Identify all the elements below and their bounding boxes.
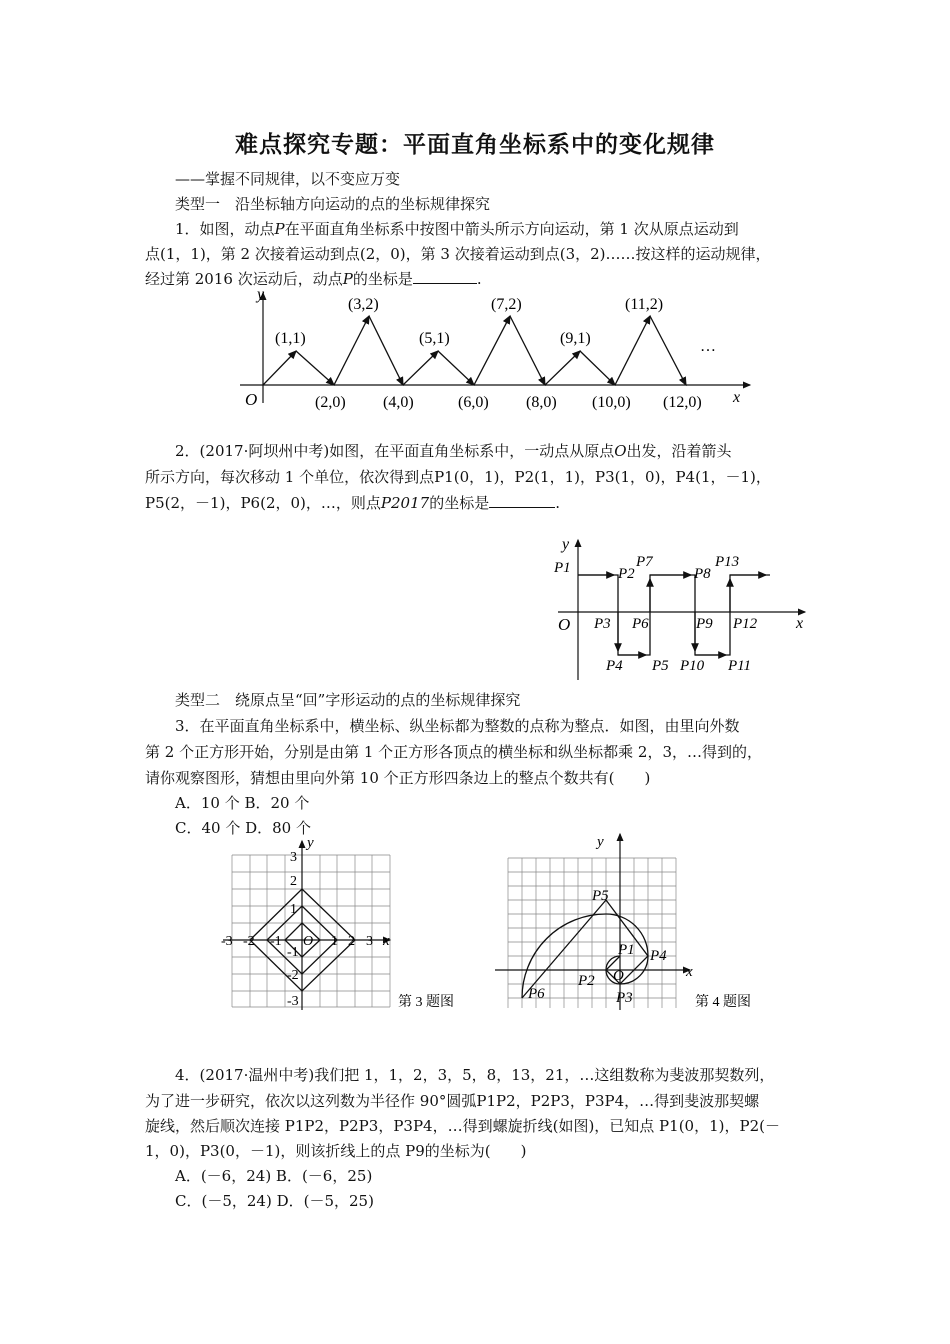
peak-label: (3,2) [348,296,379,313]
move-arrow [438,351,474,385]
q3-line1: 3．在平面直角坐标系中，横坐标、纵坐标都为整数的点称为整点．如图，由里向外数 [175,717,740,735]
bottom-label: (12,0) [663,394,702,411]
point-label: P3 [594,616,611,632]
x-label: x [733,389,741,406]
y-label: y [597,834,604,850]
peak-label: (5,1) [419,330,450,347]
point-label: P4 [650,948,667,964]
y-tick: 2 [290,874,297,889]
x-tick: 1 [331,934,338,949]
point-label: P3 [616,990,633,1006]
move-arrow [334,316,369,385]
figure-4-caption: 第 4 题图 [695,995,751,1010]
point-label: P9 [696,616,713,632]
q4-line1: 4．(2017·温州中考)我们把 1，1，2，3，5，8，13，21，…这组数称为斐波那契数列， [175,1066,775,1084]
point-label: P11 [728,658,752,674]
move-arrow [650,316,686,385]
y-tick: -2 [287,968,299,983]
bottom-label: (4,0) [383,394,414,411]
point-label: P10 [680,658,705,674]
figure-2-path [550,530,820,685]
origin-label: O [245,390,258,409]
page-title: 难点探究专题：平面直角坐标系中的变化规律 [235,132,715,158]
ellipsis: … [700,338,716,355]
y-label: y [257,286,265,303]
move-arrow [510,316,545,385]
q3-options-cd: C．40 个 D．80 个 [175,819,311,837]
x-tick: -2 [243,934,255,949]
q4-options-cd: C．(－5，24) D．(－5，25) [175,1192,374,1210]
q2-line2: 所示方向，每次移动 1 个单位，依次得到点P1(0，1)，P2(1，1)，P3(1，0)，P4(1，－1)， [145,468,771,486]
subtitle: ——掌握不同规律，以不变应万变 [175,170,401,188]
x-label: x [383,933,390,949]
figure-1-zigzag [230,285,760,415]
move-arrow [263,351,296,385]
q4-line3: 旋线，然后顺次连接 P1P2，P2P3，P3P4，…得到螺旋折线(如图)，已知点 P1(0，1)，P2(－ [145,1117,780,1135]
type-two-heading: 类型二 绕原点呈“回”字形运动的点的坐标规律探究 [175,691,521,709]
y-tick: -3 [287,994,299,1009]
origin-label: O [558,615,571,634]
point-label: P6 [632,616,649,632]
q4-line2: 为了进一步研究，依次以这列数为半径作 90°圆弧P1P2，P2P3，P3P4，…得到斐波那契螺 [145,1092,760,1110]
figure-4-spiral [490,828,780,1018]
x-label: x [686,964,693,980]
y-label: y [307,835,314,851]
movement-path [578,575,770,655]
q3-options-ab: A．10 个 B．20 个 [175,794,310,812]
y-tick: 3 [290,850,297,865]
peak-label: (1,1) [275,330,306,347]
point-label: P12 [733,616,758,632]
answer-blank [489,493,555,508]
q2-line3: P5(2，－1)，P6(2，0)，…，则点P2017的坐标是 . [145,494,560,512]
move-arrow [369,316,403,385]
origin-label: O [303,934,314,949]
peak-label: (7,2) [491,296,522,313]
point-label: P6 [528,986,545,1002]
bottom-label: (10,0) [592,394,631,411]
point-label: P13 [715,554,740,570]
y-tick: 1 [290,902,297,917]
x-tick: 3 [366,934,373,949]
x-tick: 2 [348,934,355,949]
point-label: P5 [652,658,669,674]
origin-label: O [613,968,624,984]
move-arrow [580,351,615,385]
move-arrow [296,351,334,385]
q3-line2: 第 2 个正方形开始，分别是由第 1 个正方形各顶点的横坐标和纵坐标都乘 2，3，…得到的， [145,743,763,761]
bottom-label: (8,0) [526,394,557,411]
answer-blank [413,269,477,284]
bottom-label: (2,0) [315,394,346,411]
point-label: P2 [618,566,635,582]
y-label: y [562,536,570,553]
move-arrow [403,351,438,385]
q1-line3: 经过第 2016 次运动后，动点P的坐标是 . [145,270,482,288]
point-label: P8 [694,566,711,582]
x-tick: -3 [221,934,233,949]
q1-line2: 点(1，1)，第 2 次接着运动到点(2，0)，第 3 次接着运动到点(3，2)……按这样的运动规律， [145,245,771,263]
peak-label: (11,2) [625,296,664,313]
move-arrow [545,351,580,385]
move-arrow [615,316,650,385]
point-label: P1 [618,942,635,958]
q4-options-ab: A．(－6，24) B．(－6，25) [175,1167,373,1185]
q4-line4: 1，0)，P3(0，－1)，则该折线上的点 P9的坐标为( ) [145,1142,527,1160]
peak-label: (9,1) [560,330,591,347]
point-label: P4 [606,658,623,674]
figure-3-caption: 第 3 题图 [398,995,454,1010]
point-label: P5 [592,888,609,904]
figure-3-squares [215,835,475,1015]
x-label: x [796,615,804,632]
y-tick: -1 [287,945,299,960]
q2-line1: 2．(2017·阿坝州中考)如图，在平面直角坐标系中，一动点从原点O出发，沿着箭头 [175,442,732,460]
x-tick: -1 [270,934,282,949]
point-label: P1 [554,560,571,576]
type-one-heading: 类型一 沿坐标轴方向运动的点的坐标规律探究 [175,195,491,213]
move-arrow [474,316,510,385]
q1-line1: 1．如图，动点P在平面直角坐标系中按图中箭头所示方向运动，第 1 次从原点运动到 [175,220,739,238]
bottom-label: (6,0) [458,394,489,411]
q3-line3: 请你观察图形，猜想由里向外第 10 个正方形四条边上的整点个数共有( ) [145,769,651,787]
point-label: P7 [636,554,653,570]
point-label: P2 [578,973,595,989]
